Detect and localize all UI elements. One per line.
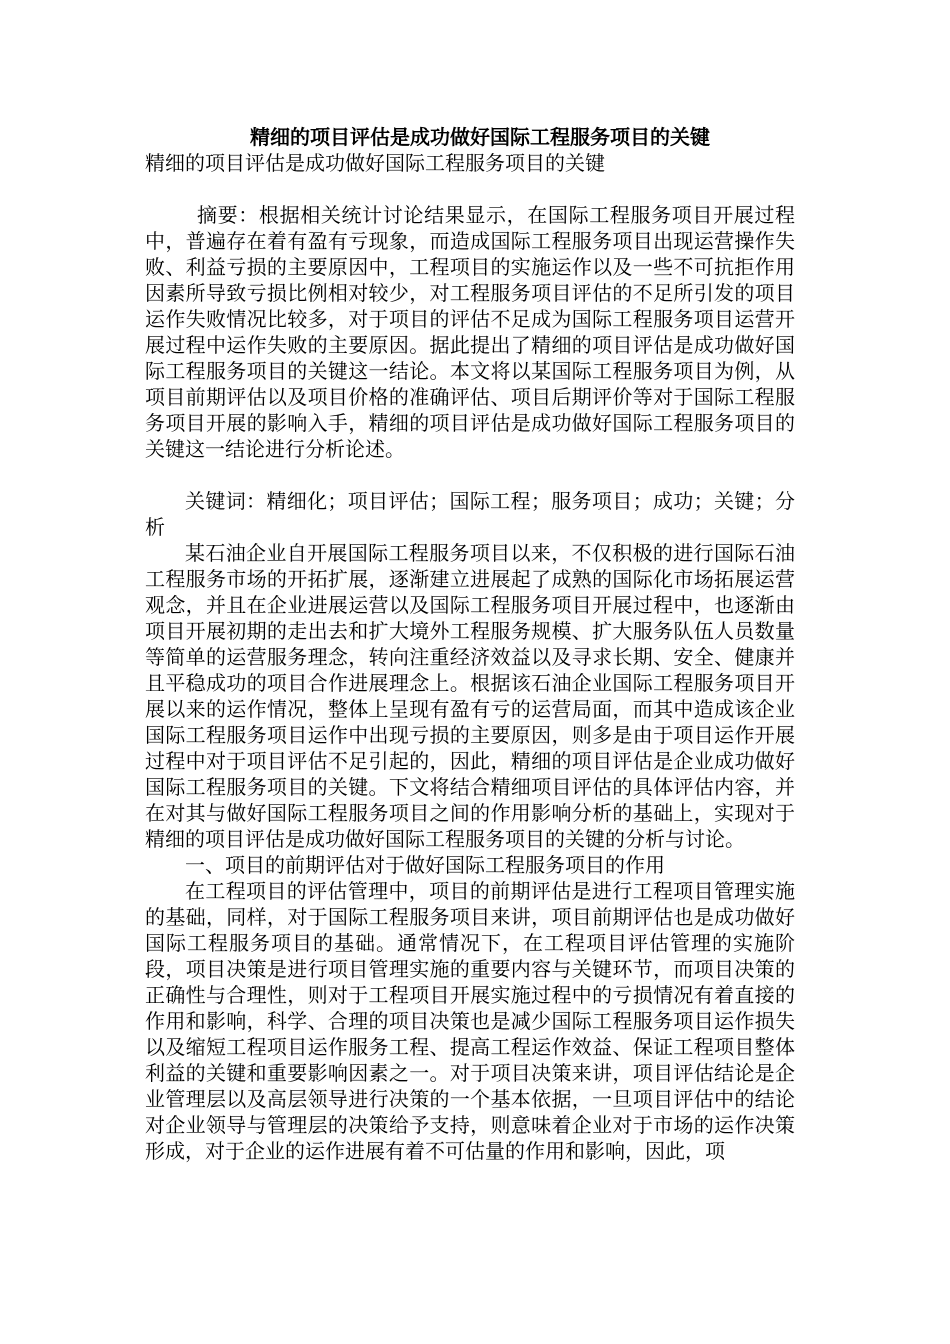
abstract-paragraph: 摘要：根据相关统计讨论结果显示，在国际工程服务项目开展过程中，普遍存在着有盈有亏现象，而造成国际工程服务项目出现运营操作失败、利益亏损的主要原因中，工程项目的实施运作以及一些不可抗拒作用因素所导致亏损比例相对较少，对工程服务项目评估的不足所引发的项目运作失败情况比较多，对于项目的评估不足成为国际工程服务项目运营开展过程中运作失败的主要原因。据此提出了精细的项目评估是成功做好国际工程服务项目的关键这一结论。本文将以某国际工程服务项目为例，从项目前期评估以及项目价格的准确评估、项目后期评价等对于国际工程服务项目开展的影响入手，精细的项目评估是成功做好国际工程服务项目的关键这一结论进行分析论述。 [145, 203, 795, 461]
document-title: 精细的项目评估是成功做好国际工程服务项目的关键 [250, 125, 710, 149]
body-paragraph-1: 某石油企业自开展国际工程服务项目以来，不仅积极的进行国际石油工程服务市场的开拓扩展，逐渐建立进展起了成熟的国际化市场拓展运营观念，并且在企业进展运营以及国际工程服务项目开展过程中，也逐渐由项目开展初期的走出去和扩大境外工程服务规模、扩大服务队伍人员数量等简单的运营服务理念，转向注重经济效益以及寻求长期、安全、健康并且平稳成功的项目合作进展理念上。根据该石油企业国际工程服务项目开展以来的运作情况，整体上呈现有盈有亏的运营局面，而其中造成该企业国际工程服务项目运作中出现亏损的主要原因，则多是由于项目运作开展过程中对于项目评估不足引起的，因此，精细的项目评估是企业成功做好国际工程服务项目的关键。下文将结合精细项目评估的具体评估内容，并在对其与做好国际工程服务项目之间的作用影响分析的基础上，实现对于精细的项目评估是成功做好国际工程服务项目的关键的分析与讨论。 [145, 541, 795, 851]
section-heading-1: 一、项目的前期评估对于做好国际工程服务项目的作用 [185, 853, 665, 877]
document-page [145, 124, 795, 1164]
body-paragraph-2: 在工程项目的评估管理中，项目的前期评估是进行工程项目管理实施的基础，同样，对于国际工程服务项目来讲，项目前期评估也是成功做好国际工程服务项目的基础。通常情况下，在工程项目评估管理的实施阶段，项目决策是进行项目管理实施的重要内容与关键环节，而项目决策的正确性与合理性，则对于工程项目开展实施过程中的亏损情况有着直接的作用和影响，科学、合理的项目决策也是减少国际工程服务项目运作损失以及缩短工程项目运作服务工程、提高工程运作效益、保证工程项目整体利益的关键和重要影响因素之一。对于项目决策来讲，项目评估结论是企业管理层以及高层领导进行决策的一个基本依据，一旦项目评估中的结论对企业领导与管理层的决策给予支持，则意味着企业对于市场的运作决策形成，对于企业的运作进展有着不可估量的作用和影响，因此，项 [145, 879, 795, 1163]
document-subtitle: 精细的项目评估是成功做好国际工程服务项目的关键 [145, 151, 605, 175]
keywords-paragraph: 关键词：精细化；项目评估；国际工程；服务项目；成功；关键；分析 [145, 489, 795, 539]
